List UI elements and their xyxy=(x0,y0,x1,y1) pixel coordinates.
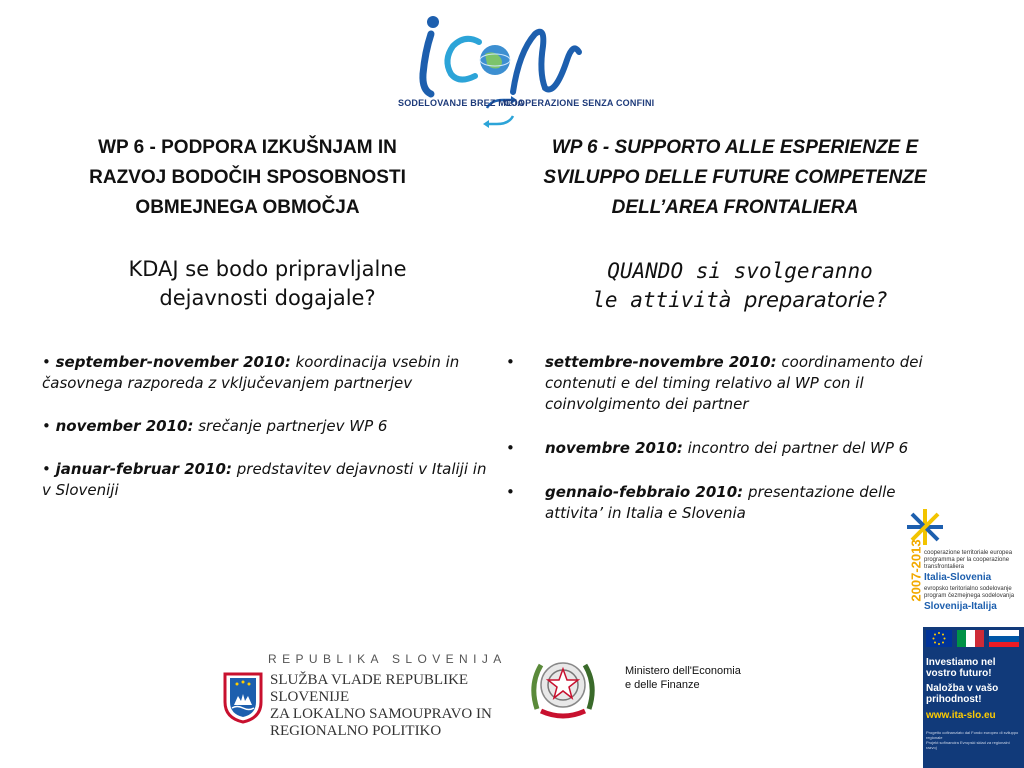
bullet-icon: • xyxy=(506,483,515,501)
question-italian-line1: QUANDO si svolgeranno xyxy=(607,259,873,283)
question-italian-mark: ? xyxy=(875,288,888,312)
icon-logo xyxy=(0,0,1024,1)
service-line: ZA LOKALNO SAMOUPRAVO IN xyxy=(270,706,492,722)
service-line: REGIONALNO POLITIKO xyxy=(270,723,442,739)
bullet-icon: • xyxy=(42,460,56,478)
question-slovene xyxy=(60,255,475,313)
title-slovene-line: RAZVOJ BODOČIH SPOSOBNOSTI xyxy=(89,167,406,188)
banner-line: Investiamo nel xyxy=(926,657,996,668)
question-slovene-line2: dejavnosti dogajale? xyxy=(159,286,376,310)
item-date: januar-februar 2010: xyxy=(55,460,232,478)
program-desc-sl: evropsko teritorialno sodelovanje xyxy=(924,586,1012,592)
title-italian-line: WP 6 - SUPPORTO ALLE ESPERIENZE E xyxy=(551,137,919,158)
question-slovene-emphasis: pripravljalne xyxy=(274,257,407,281)
flags-icon xyxy=(923,627,1024,651)
fine-print-line: Progetto cofinanziato dal Fondo europeo di sviluppo regionale xyxy=(926,730,1019,740)
bullet-icon: • xyxy=(506,439,515,457)
list-item xyxy=(506,482,956,524)
logo-tagline-italian: COOPERAZIONE SENZA CONFINI xyxy=(504,98,655,108)
item-text: coordinamento dei contenuti e del timing relativo al WP con il coinvolgimento dei partner xyxy=(545,353,923,413)
question-italian-part: le attività xyxy=(592,288,744,312)
list-item xyxy=(42,459,492,501)
item-date: november 2010: xyxy=(55,417,194,435)
slovenia-crest-icon xyxy=(222,672,264,724)
program-desc-it: cooperazione territoriale europea xyxy=(924,550,1013,556)
item-date: settembre-novembre 2010: xyxy=(545,353,777,371)
banner-url[interactable]: www.ita-slo.eu xyxy=(926,710,996,721)
list-item xyxy=(506,352,956,415)
banner-line: Naložba v vašo xyxy=(926,683,999,694)
bullet-icon: • xyxy=(42,353,56,371)
item-text: presentazione delle attivita’ in Italia e Slovenia xyxy=(545,483,896,522)
item-text: predstavitev dejavnosti v Italiji in v Sloveniji xyxy=(42,460,487,499)
title-slovene xyxy=(55,133,440,223)
icon-project-logo xyxy=(395,12,605,130)
program-name-sl: Slovenija-Italija xyxy=(924,601,997,612)
program-name-it: Italia-Slovenia xyxy=(924,572,992,583)
item-text: srečanje partnerjev WP 6 xyxy=(193,417,388,435)
item-date: novembre 2010: xyxy=(545,439,683,457)
italian-republic-emblem-icon xyxy=(527,649,599,723)
title-italian-line: SVILUPPO DELLE FUTURE COMPETENZE xyxy=(543,167,927,188)
title-italian xyxy=(510,133,960,223)
bullet-icon: • xyxy=(506,353,515,371)
ministry-name xyxy=(625,664,741,692)
government-service-name xyxy=(270,672,520,740)
banner-line: prihodnost! xyxy=(926,694,982,705)
list-item xyxy=(42,416,492,437)
program-desc-it: transfrontaliera xyxy=(924,564,965,570)
list-item xyxy=(42,352,492,394)
list-item xyxy=(506,438,956,459)
title-slovene-line: OBMEJNEGA OBMOČJA xyxy=(135,197,360,218)
program-desc-sl: program čezmejnega sodelovanja xyxy=(924,593,1015,599)
program-years: 2007-2013 xyxy=(908,539,924,602)
title-slovene-line: WP 6 - PODPORA IZKUŠNJAM IN xyxy=(98,137,397,158)
logo-tagline-slovene: SODELOVANJE BREZ MEJA xyxy=(398,98,525,108)
item-date: september-november 2010: xyxy=(55,353,291,371)
banner-line: vostro futuro! xyxy=(926,668,992,679)
banner-fine-print xyxy=(926,730,1021,750)
banner-slogan-sl xyxy=(926,683,998,705)
title-italian-line: DELL’AREA FRONTALIERA xyxy=(611,197,859,218)
bullet-icon: • xyxy=(42,417,56,435)
question-italian-emphasis: preparatorie xyxy=(744,288,876,312)
program-banner xyxy=(923,627,1024,768)
republic-label: REPUBLIKA SLOVENIJA xyxy=(268,652,507,666)
banner-slogan-it xyxy=(926,657,995,679)
question-slovene-part: KDAJ se bodo xyxy=(128,257,275,281)
schedule-list-slovene xyxy=(42,352,492,523)
fine-print-line: Projekt sofinancira Evropski sklad za regionalni razvoj xyxy=(926,740,1010,750)
schedule-list-italian xyxy=(506,352,956,547)
item-text: koordinacija vsebin in časovnega razporeda z vključevanjem partnerjev xyxy=(42,353,460,392)
service-line: SLUŽBA VLADE REPUBLIKE SLOVENIJE xyxy=(270,672,469,705)
question-italian xyxy=(530,257,950,315)
item-text: incontro dei partner del WP 6 xyxy=(682,439,909,457)
ministry-line: e delle Finanze xyxy=(625,679,700,691)
ministry-line: Ministero dell'Economia xyxy=(625,665,741,677)
item-date: gennaio-febbraio 2010: xyxy=(545,483,744,501)
program-desc-it: programma per la cooperazione xyxy=(924,557,1010,563)
